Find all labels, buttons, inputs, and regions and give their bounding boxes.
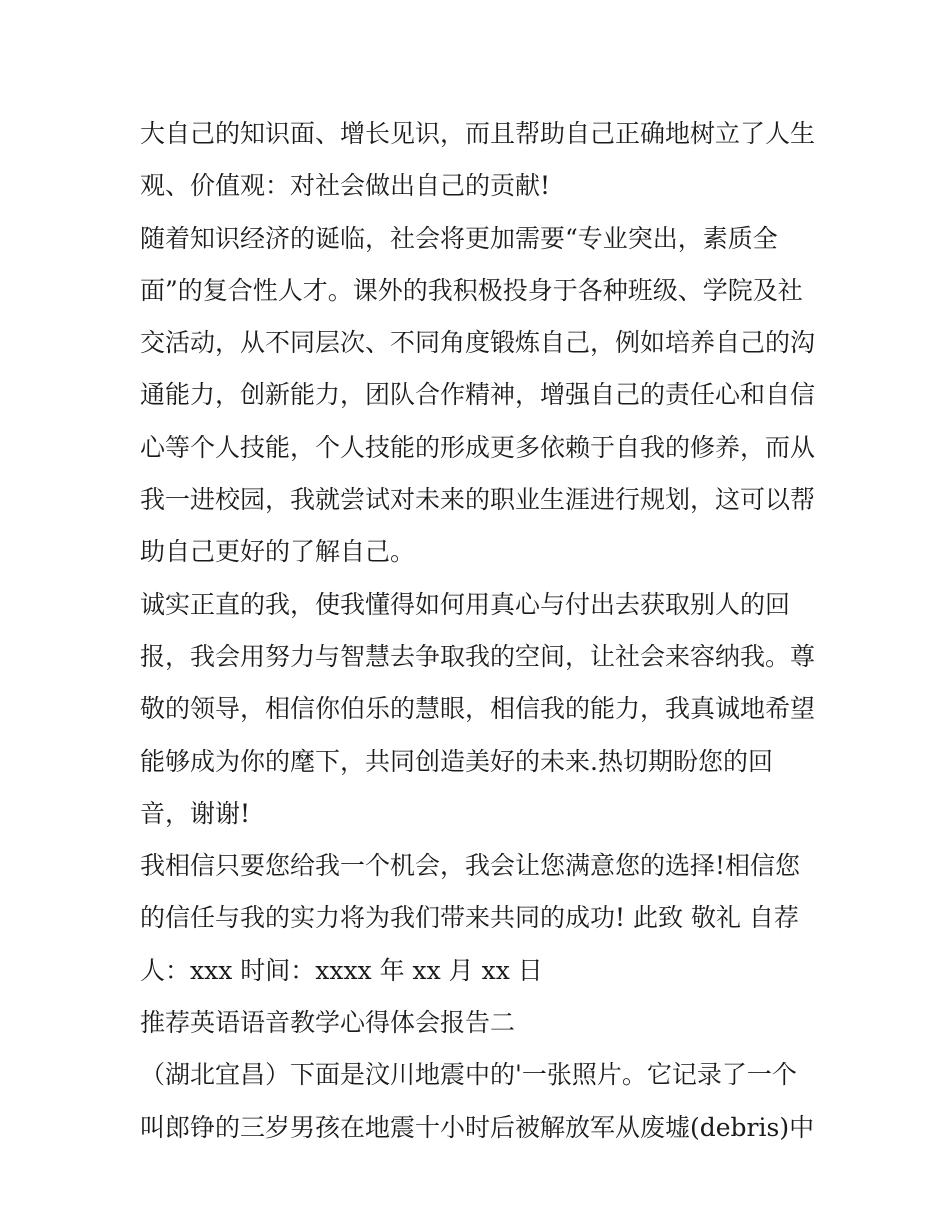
document-body (140, 108, 830, 1154)
text-line: 助自己更好的了解自己。 (140, 537, 416, 567)
text-line: 面”的复合性人才。课外的我积极投身于各种班级、学院及社 (140, 275, 803, 305)
text-line: 能够成为你的麾下，共同创造美好的未来.热切期盼您的回 (140, 746, 773, 776)
text-line: 大自己的知识面、增长见识，而且帮助自己正确地树立了人生 (140, 119, 816, 148)
text-line: 人：xxx 时间：xxxx 年 xx 月 xx 日 (140, 955, 543, 985)
text-line: （湖北宜昌）下面是汶川地震中的'一张照片。它记录了一个 (140, 1060, 797, 1090)
text-line: 诚实正直的我，使我懂得如何用真心与付出去获取别人的回 (140, 589, 791, 619)
text-line: 我一进校园，我就尝试对未来的职业生涯进行规划，这可以帮 (140, 485, 816, 515)
text-line: 敬的领导，相信你伯乐的慧眼，相信我的能力，我真诚地希望 (140, 694, 816, 724)
text-line: 报，我会用努力与智慧去争取我的空间，让社会来容纳我。尊 (140, 641, 816, 671)
text-line: 音，谢谢! (140, 798, 251, 828)
text-line: 心等个人技能，个人技能的形成更多依赖于自我的修养，而从 (140, 432, 816, 462)
section-heading: 推荐英语语音教学心得体会报告二 (140, 1008, 516, 1038)
text-line: 叫郎铮的三岁男孩在地震十小时后被解放军从废墟(debris)中 (140, 1112, 815, 1142)
text-line: 交活动，从不同层次、不同角度锻炼自己，例如培养自己的沟 (140, 328, 816, 358)
text-line: 通能力，创新能力，团队合作精神，增强自己的责任心和自信 (140, 380, 816, 410)
text-line: 我相信只要您给我一个机会，我会让您满意您的选择!相信您 (140, 851, 801, 881)
text-line: 观、价值观：对社会做出自己的贡献! (140, 171, 551, 201)
text-line: 的信任与我的实力将为我们带来共同的成功! 此致 敬礼 自荐 (140, 903, 799, 933)
text-line: 随着知识经济的诞临，社会将更加需要“专业突出，素质全 (140, 223, 778, 253)
